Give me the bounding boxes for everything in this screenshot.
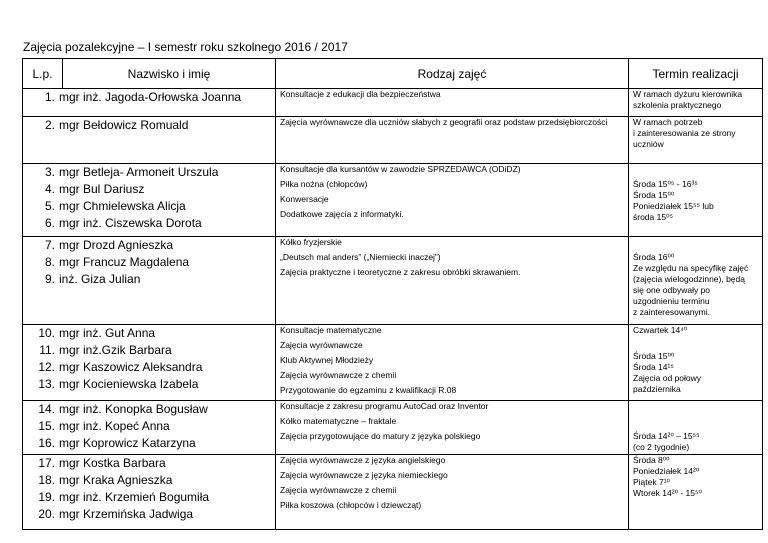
teacher-name: mgr inż. Krzemień Bogumiła — [59, 490, 210, 504]
teacher-name: mgr Krzemińska Jadwiga — [59, 507, 194, 521]
table-header-row — [23, 59, 763, 89]
row-number: 13. — [38, 377, 55, 391]
term-line: (zajęcia wielogodzinne), będą — [633, 274, 745, 284]
teacher-row — [27, 506, 271, 523]
activity-type: Zajęcia przygotowujące do matury z języka polskiego — [280, 431, 481, 441]
activity-type: Konsultacje dla kursantów w zawodzie SPRZEDAWCA (ODiDZ) — [280, 164, 521, 174]
term-line: środa 15⁰⁵ — [633, 212, 674, 222]
row-number: 14. — [38, 402, 55, 416]
term-line: Środa 14¹⁵ — [633, 362, 674, 372]
activity-type: Konsultacje z edukacji dla bezpieczeństwa — [280, 89, 441, 99]
term-line — [633, 401, 758, 416]
teacher-row — [27, 401, 271, 418]
term-line: Poniedziałek 14²⁰ — [633, 466, 700, 476]
term-cell — [629, 117, 763, 164]
teacher-row — [27, 181, 271, 198]
row-number: 1. — [44, 90, 55, 104]
term-line: i zainteresowania ze strony — [633, 128, 736, 138]
term-line — [633, 164, 758, 179]
term-line: uczniów — [633, 139, 664, 149]
teacher-row — [27, 376, 271, 393]
teacher-row — [27, 325, 271, 342]
teacher-row — [27, 472, 271, 489]
term-cell — [629, 455, 763, 530]
teacher-name: mgr inż.Gzik Barbara — [59, 343, 172, 357]
teacher-name: mgr Bełdowicz Romuald — [59, 118, 189, 132]
teacher-list-cell — [23, 401, 276, 455]
activity-type: Piłka koszowa (chłopców i dziewcząt) — [280, 500, 422, 510]
header-lp: L.p. — [23, 59, 63, 89]
term-line: października — [633, 384, 681, 394]
term-line: z zainteresowanymi. — [633, 307, 711, 317]
term-line: Środa 16⁰⁰ — [633, 252, 675, 262]
row-number: 2. — [44, 118, 55, 132]
activity-type: „Deutsch mal anders” („Niemiecki inaczej”) — [280, 252, 441, 262]
activity-type: Kółko matematyczne – fraktale — [280, 416, 397, 426]
header-name: Nazwisko i imię — [63, 59, 276, 89]
teacher-name: mgr Drozd Agnieszka — [59, 238, 174, 252]
teacher-name: mgr Chmielewska Alicja — [59, 199, 186, 213]
term-line: Poniedziałek 15⁵⁵ lub — [633, 201, 714, 211]
term-cell — [629, 325, 763, 401]
row-number: 10. — [38, 326, 55, 340]
teacher-name: mgr inż. Kopeć Anna — [59, 419, 170, 433]
activity-type: Dodatkowe zajęcia z informatyki. — [280, 209, 404, 219]
table-row — [23, 89, 763, 117]
teacher-row — [27, 237, 271, 254]
teacher-name: mgr Betleja- Armoneit Urszula — [59, 165, 219, 179]
teacher-list-cell — [23, 237, 276, 325]
teacher-row — [27, 455, 271, 472]
term-line: Czwartek 14⁴⁰ — [633, 325, 688, 335]
teacher-row — [27, 489, 271, 506]
activity-type: Zajęcia wyrównawcze z języka angielskiego — [280, 455, 446, 465]
teacher-list-cell — [23, 89, 276, 117]
term-cell — [629, 164, 763, 237]
term-line: Zajęcia od połowy — [633, 373, 702, 383]
term-line: W ramach potrzeb — [633, 117, 703, 127]
teacher-list-cell — [23, 455, 276, 530]
activity-type-cell — [276, 89, 629, 117]
row-number: 20. — [38, 507, 55, 521]
row-number: 6. — [44, 216, 55, 230]
row-number: 4. — [44, 182, 55, 196]
activity-type: Zajęcia wyrównawcze z chemii — [280, 485, 397, 495]
term-line: Środa 14²⁰ – 15⁵⁵ — [633, 431, 700, 441]
teacher-row — [27, 117, 271, 134]
activity-type-cell — [276, 401, 629, 455]
row-number: 5. — [44, 199, 55, 213]
document-title: Zajęcia pozalekcyjne – I semestr roku szkolnego 2016 / 2017 — [23, 40, 348, 54]
header-type: Rodzaj zajęć — [276, 59, 629, 89]
table-row — [23, 237, 763, 325]
teacher-list-cell — [23, 117, 276, 164]
teacher-row — [27, 198, 271, 215]
activity-type-cell — [276, 455, 629, 530]
activity-type: Konwersacje — [280, 194, 329, 204]
teacher-row — [27, 435, 271, 452]
teacher-row — [27, 342, 271, 359]
teacher-row — [27, 418, 271, 435]
row-number: 17. — [38, 456, 55, 470]
teacher-row — [27, 215, 271, 232]
teacher-name: mgr inż. Ciszewska Dorota — [59, 216, 202, 230]
activity-type: Zajęcia wyrównawcze z chemii — [280, 370, 397, 380]
activity-type: Konsultacje z zakresu programu AutoCad oraz Inventor — [280, 401, 489, 411]
term-cell — [629, 89, 763, 117]
teacher-row — [27, 359, 271, 376]
term-line: (co 2 tygodnie) — [633, 442, 690, 452]
table-row — [23, 455, 763, 530]
term-line — [633, 336, 758, 351]
activity-type: Piłka nożna (chłopców) — [280, 179, 368, 189]
teacher-row — [27, 254, 271, 271]
row-number: 16. — [38, 436, 55, 450]
term-line: Środa 15⁰⁰ — [633, 190, 675, 200]
table-row — [23, 325, 763, 401]
row-number: 8. — [44, 255, 55, 269]
row-number: 15. — [38, 419, 55, 433]
teacher-name: mgr Kostka Barbara — [59, 456, 166, 470]
activity-type: Zajęcia wyrównawcze z języka niemieckiego — [280, 470, 448, 480]
activity-type-cell — [276, 325, 629, 401]
activity-type: Przygotowanie do egzaminu z kwalifikacji R.08 — [280, 385, 457, 395]
term-line — [633, 416, 758, 431]
teacher-name: mgr inż. Jagoda-Orłowska Joanna — [59, 90, 242, 104]
table-body — [23, 89, 763, 530]
teacher-name: mgr Kaszowicz Aleksandra — [59, 360, 203, 374]
term-line: uzgodnieniu terminu — [633, 296, 710, 306]
term-cell — [629, 401, 763, 455]
teacher-row — [27, 164, 271, 181]
teacher-name: mgr Koprowicz Katarzyna — [59, 436, 196, 450]
header-term: Termin realizacji — [629, 59, 763, 89]
activity-type: Zajęcia wyrównawcze — [280, 340, 363, 350]
term-cell — [629, 237, 763, 325]
row-number: 11. — [39, 343, 55, 357]
term-line: Piątek 7¹⁰ — [633, 477, 670, 487]
term-line — [633, 237, 758, 252]
row-number: 3. — [44, 165, 55, 179]
row-number: 12. — [38, 360, 55, 374]
term-line: Wtorek 14²⁰ - 15⁵⁰ — [633, 488, 702, 498]
row-number: 7. — [44, 238, 55, 252]
teacher-name: mgr inż. Konopka Bogusław — [59, 402, 208, 416]
teacher-name: mgr Kocieniewska Izabela — [59, 377, 199, 391]
activity-type: Konsultacje matematyczne — [280, 325, 382, 335]
table-row — [23, 117, 763, 164]
row-number: 19. — [38, 490, 55, 504]
term-line: W ramach dyżuru kierownika — [633, 89, 743, 99]
teacher-row — [27, 89, 271, 106]
term-line: szkolenia praktycznego — [633, 100, 722, 110]
term-line: Środa 15⁰⁰ — [633, 351, 675, 361]
activity-type: Zajęcia praktyczne i teoretyczne z zakresu obróbki skrawaniem. — [280, 267, 521, 277]
row-number: 18. — [38, 473, 55, 487]
teacher-name: mgr Francuz Magdalena — [59, 255, 190, 269]
activity-type-cell — [276, 237, 629, 325]
activity-type: Kółko fryzjerskie — [280, 237, 342, 247]
activity-type-cell — [276, 164, 629, 237]
term-line: Środa 8⁰⁰ — [633, 455, 670, 465]
teacher-name: mgr Kraka Agnieszka — [59, 473, 173, 487]
term-line: Środa 15⁰⁵ - 16³⁵ — [633, 179, 698, 189]
teacher-row — [27, 271, 271, 288]
term-line: Ze względu na specyfikę zajęć — [633, 263, 749, 273]
table-row — [23, 164, 763, 237]
term-line: się one odbywały po — [633, 285, 711, 295]
teacher-name: mgr Bul Dariusz — [59, 182, 145, 196]
table-row — [23, 401, 763, 455]
activity-type: Klub Aktywnej Młodzieży — [280, 355, 374, 365]
activity-type-cell — [276, 117, 629, 164]
teacher-list-cell — [23, 164, 276, 237]
teacher-name: inż. Giza Julian — [59, 272, 141, 286]
activity-type: Zajęcia wyrównawcze dla uczniów słabych z geografii oraz podstaw przedsiębiorczości — [280, 117, 608, 127]
schedule-table — [22, 58, 763, 530]
teacher-list-cell — [23, 325, 276, 401]
row-number: 9. — [44, 272, 55, 286]
teacher-name: mgr inż. Gut Anna — [59, 326, 156, 340]
